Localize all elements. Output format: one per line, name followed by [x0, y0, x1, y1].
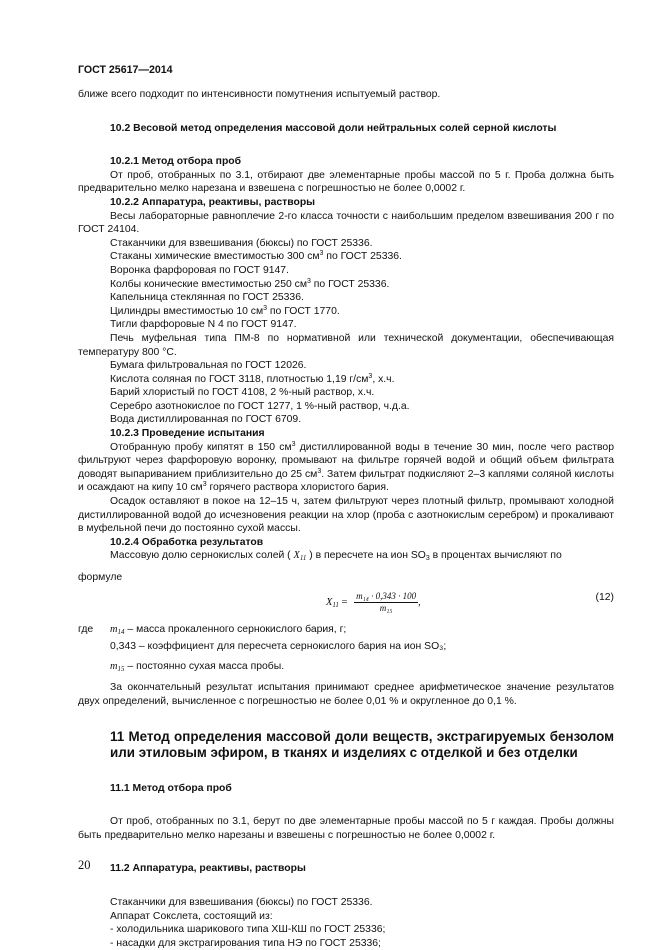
intro-line: ближе всего подходит по интенсивности помутнения испытуемый раствор.: [78, 89, 441, 100]
equipment-item: Аппарат Сокслета, состоящий из:: [110, 910, 273, 922]
equipment-item: Вода дистиллированная по ГОСТ 6709.: [110, 414, 302, 426]
equipment-item: Весы лабораторные равноплечие 2-го класса точности с наибольшим пределом взвешивания 200 г по ГОСТ 24104.: [78, 210, 614, 236]
procedure-paragraph: Отобранную пробу кипятят в 150 $см^3$ дистиллированной воды в течение 30 мин, после чего раствор фильтруют через фарфоровую воронку, промывают на фильтре горячей водой и общий объем фильтрата доводят выпариванием приблизительно до 25 $см^3$. Затем фильтрат подкисляют 2–3 каплями соляной кислоты и осаждают на кипу 10 $см^3$ горячего раствора хлористого бария.: [78, 440, 614, 494]
equipment-item: Барий хлористый по ГОСТ 4108, 2 %-ный раствор, х.ч.: [110, 387, 375, 399]
page-number: 20: [78, 858, 91, 872]
section-11-2-title: 11.2 Аппаратура, реактивы, растворы: [110, 863, 306, 875]
section-11-1-text: От проб, отобранных по 3.1, берут по две элементарные пробы массой по 5 г каждая. Пробы должны быть предварительно мелко нарезаны и взвешены с погрешностью не более 0,0002 г.: [78, 816, 614, 841]
equipment-item: Капельница стеклянная по ГОСТ 25336.: [110, 292, 304, 304]
equipment-item: Печь муфельная типа ПМ-8 по нормативной или технической документации, обеспечивающая температуру 800 °С.: [78, 332, 614, 358]
variable-definitions: [78, 623, 614, 674]
section-10-2-4-title: 10.2.4 Обработка результатов: [110, 536, 264, 548]
formula-12: [78, 591, 614, 615]
equipment-item: Серебро азотнокислое по ГОСТ 1277, 1 %-ный раствор, ч.д.а.: [110, 400, 410, 412]
document-body: [78, 88, 614, 950]
equipment-item: Цилиндры вместимостью 10 $см^3$ по ГОСТ 1770.: [110, 304, 340, 317]
equipment-item: Стаканы химические вместимостью 300 $см^3$ по ГОСТ 25336.: [110, 250, 402, 263]
definition-row: где $m_{14}$ – масса прокаленного сернокислого бария, г;: [78, 623, 347, 636]
equipment-item: Бумага фильтровальная по ГОСТ 12026.: [110, 360, 307, 372]
where-label: где: [78, 623, 94, 635]
section-11-1-title: 11.1 Метод отбора проб: [110, 782, 232, 794]
processing-paragraph-end: формуле: [78, 572, 123, 583]
equipment-item: Кислота соляная по ГОСТ 3118, плотностью 1,19 $г/см^3$, х.ч.: [110, 372, 395, 385]
formula-expression: $X_{11}$ = $\frac{\text{m₁₄ · 0,343 · 100}}{\text{m₁₅}}$ ,: [326, 590, 421, 613]
formula-fraction: $\frac{\text{m₁₄ · 0,343 · 100}}{\text{m₁₅}}$: [356, 590, 417, 613]
equipment-item: Стаканчики для взвешивания (бюксы) по ГОСТ 25336.: [110, 896, 373, 908]
section-10-2-1-text: От проб, отобранных по 3.1, отбирают две элементарные пробы массой по 5 г. Проба должна быть предварительно мелко нарезана и взвешена с погрешностью не более 0,0002 г.: [78, 169, 614, 195]
final-result-paragraph: За окончательный результат испытания принимают среднее арифметическое значение результатов двух определений, вычисленное с погрешностью не более 0,01 % и округленное до 0,1 %.: [78, 682, 614, 707]
formula-number: (12): [595, 591, 614, 603]
section-10-2-title: 10.2 Весовой метод определения массовой доли нейтральных солей серной кислоты: [110, 122, 557, 134]
equipment-item: - насадки для экстрагирования типа НЭ по ГОСТ 25336;: [110, 937, 381, 949]
equipment-item: Воронка фарфоровая по ГОСТ 9147.: [110, 264, 289, 276]
section-10-2-3-title: 10.2.3 Проведение испытания: [110, 428, 265, 440]
document-header: ГОСТ 25617—2014: [78, 64, 173, 76]
equipment-item: Колбы конические вместимостью 250 $см^3$ по ГОСТ 25336.: [110, 277, 390, 290]
equipment-item: - холодильника шарикового типа ХШ-КШ по ГОСТ 25336;: [110, 924, 386, 936]
section-10-2-1-title: 10.2.1 Метод отбора проб: [110, 156, 242, 168]
definition-row: $m_{15}$ – постоянно сухая масса пробы.: [110, 660, 285, 673]
section-10-2-2-title: 10.2.2 Аппаратура, реактивы, растворы: [110, 196, 316, 208]
section-11-title: 11 Метод определения массовой доли веществ, экстрагируемых бензолом или этиловым эфиром, в тканях и изделиях с отделкой и без отделки: [110, 728, 614, 761]
equipment-item: Стаканчики для взвешивания (бюксы) по ГОСТ 25336.: [110, 237, 373, 249]
processing-paragraph: Массовую долю сернокислых солей ( $X_{11}$ ) в пересчете на ион $SO_3$ в процентах вычисляют по: [110, 550, 562, 563]
equipment-item: Тигли фарфоровые N 4 по ГОСТ 9147.: [110, 319, 297, 331]
procedure-paragraph: Осадок оставляют в покое на 12–15 ч, затем фильтруют через плотный фильтр, промывают холодной дистиллированной водой до исчезновения реакции на хлор (проба с азотнокислым серебром) и прокаливают в муфельной печи до постоянно сухой массы.: [78, 496, 614, 535]
definition-row: 0,343 – коэффициент для пересчета сернокислого бария на ион SO₃;: [110, 641, 447, 653]
